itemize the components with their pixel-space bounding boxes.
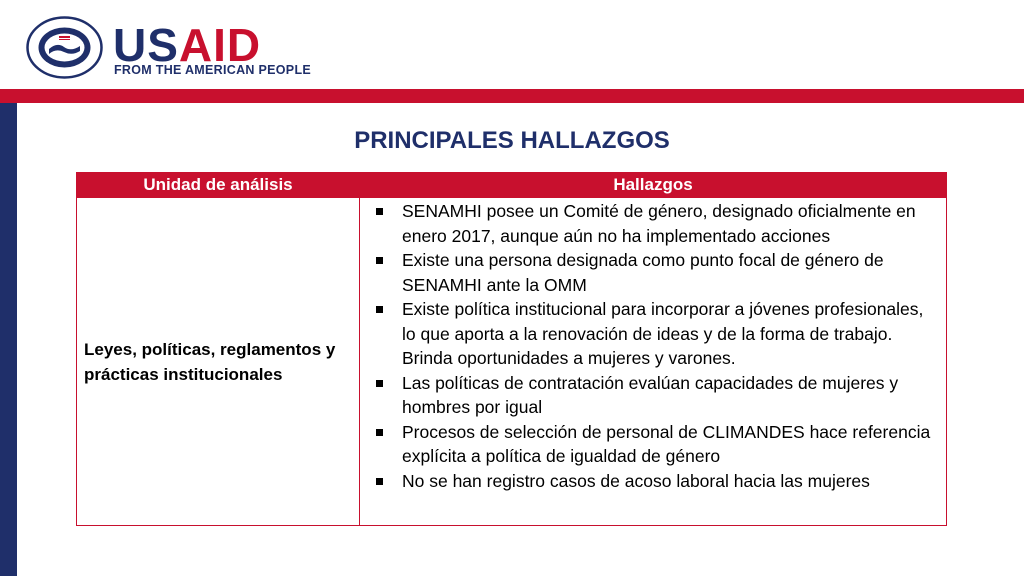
list-item bbox=[374, 297, 938, 371]
finding-text: Existe política institucional para incorporar a jóvenes profesionales, lo que aporta a la renovación de ideas y de la forma de trabajo. Brinda oportunidades a mujeres y varones. bbox=[402, 299, 924, 368]
finding-text: SENAMHI posee un Comité de género, designado oficialmente en enero 2017, aunque aún no ha implementado acciones bbox=[402, 201, 916, 246]
square-bullet-icon bbox=[376, 478, 383, 485]
finding-text: Existe una persona designada como punto focal de género de SENAMHI ante la OMM bbox=[402, 250, 884, 295]
header-red-band bbox=[0, 89, 1024, 103]
findings-list bbox=[360, 198, 946, 493]
table-header-row bbox=[77, 173, 947, 198]
table-row bbox=[77, 198, 947, 526]
list-item bbox=[374, 371, 938, 420]
findings-cell bbox=[360, 198, 947, 526]
list-item bbox=[374, 248, 938, 297]
list-item bbox=[374, 469, 938, 494]
left-accent-bar bbox=[0, 103, 17, 576]
finding-text: No se han registro casos de acoso laboral hacia las mujeres bbox=[402, 470, 870, 491]
finding-text: Procesos de selección de personal de CLIMANDES hace referencia explícita a política de igualdad de género bbox=[402, 421, 931, 466]
square-bullet-icon bbox=[376, 306, 383, 313]
usaid-seal-logo bbox=[25, 16, 104, 79]
header-unit: Unidad de análisis bbox=[77, 173, 360, 198]
findings-table bbox=[76, 172, 947, 526]
square-bullet-icon bbox=[376, 257, 383, 264]
square-bullet-icon bbox=[376, 380, 383, 387]
square-bullet-icon bbox=[376, 208, 383, 215]
wordmark-aid: AID bbox=[178, 19, 262, 71]
header-findings: Hallazgos bbox=[360, 173, 947, 198]
unit-cell: Leyes, políticas, reglamentos y prácticas institucionales bbox=[77, 198, 360, 526]
wordmark-us: US bbox=[113, 19, 179, 71]
usaid-wordmark bbox=[113, 19, 262, 71]
list-item bbox=[374, 420, 938, 469]
slide-title: PRINCIPALES HALLAZGOS bbox=[354, 127, 670, 154]
list-item bbox=[374, 199, 938, 248]
brand-tagline: FROM THE AMERICAN PEOPLE bbox=[114, 63, 312, 77]
finding-text: Las políticas de contratación evalúan capacidades de mujeres y hombres por igual bbox=[402, 372, 899, 417]
square-bullet-icon bbox=[376, 429, 383, 436]
